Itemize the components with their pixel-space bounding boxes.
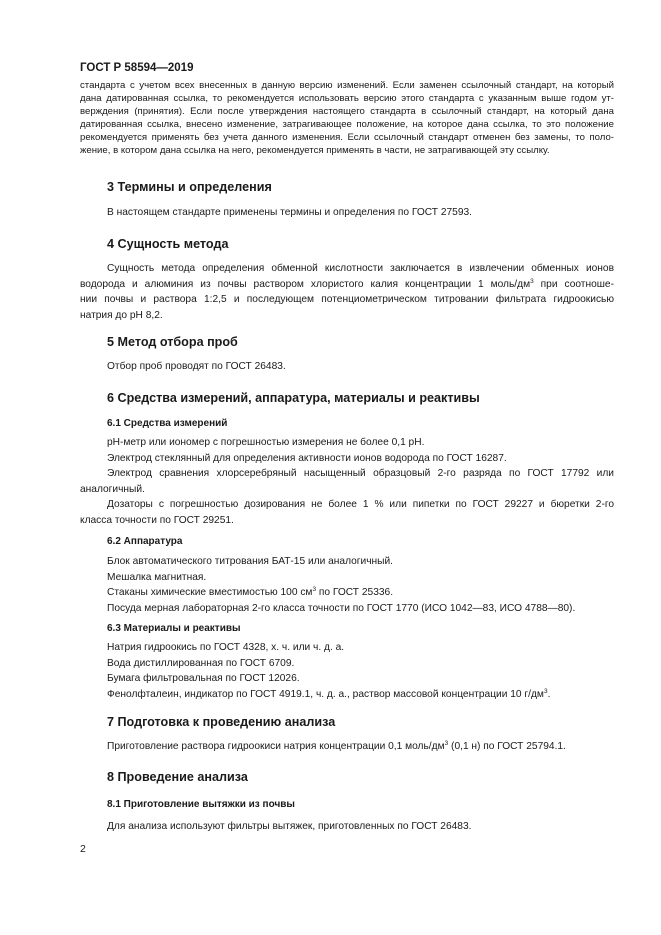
list-item: Электрод стеклянный для определения активности ионов водорода по ГОСТ 16287. <box>107 452 507 464</box>
intro-line: дана датированная ссылка, то рекомендуется использовать версию этого стандарта с указанным выше годом ут- <box>80 92 614 104</box>
subsection-6-1-list <box>80 435 614 529</box>
intro-paragraph <box>80 80 614 157</box>
section-5-text: Отбор проб проводят по ГОСТ 26483. <box>107 361 286 372</box>
section-4-heading: 4 Сущность метода <box>107 237 229 251</box>
subsection-6-3-list <box>80 640 614 702</box>
section-4-line: нии почвы и раствора 1:2,5 и последующем потенциометрическом титровании фильтрата гидроокисью <box>80 294 614 306</box>
subsection-8-1-heading: 8.1 Приготовление вытяжки из почвы <box>107 799 295 810</box>
list-item: Блок автоматического титрования БАТ-15 или аналогичный. <box>107 556 393 567</box>
intro-line: датированная ссылка, внесено изменение, затрагивающее положение, на которое дана ссылка, то это положение <box>80 118 614 130</box>
document-header: ГОСТ Р 58594—2019 <box>80 62 194 74</box>
list-item: Электрод сравнения хлорсеребряный насыщенный образцовый 2-го разряда по ГОСТ 17792 или <box>107 468 614 480</box>
section-3-text: В настоящем стандарте применены термины и определения по ГОСТ 27593. <box>107 207 472 218</box>
list-item-continuation: аналогичный. <box>80 483 145 495</box>
intro-line: стандарта с учетом всех внесенных в данную версию изменений. Если заменен ссылочный стандарт, на который <box>80 80 614 91</box>
section-7-heading: 7 Подготовка к проведению анализа <box>107 715 336 729</box>
section-7-text: Приготовление раствора гидроокиси натрия концентрации 0,1 моль/$дм^3$ (0,1 н) по ГОСТ 25794.1. <box>107 740 566 752</box>
list-item: Мешалка магнитная. <box>107 571 207 583</box>
list-item: Бумага фильтровальная по ГОСТ 12026. <box>107 673 300 685</box>
subsection-6-2-list <box>80 554 614 616</box>
list-item-continuation: класса точности по ГОСТ 29251. <box>80 514 234 526</box>
intro-line: жение, в котором дана ссылка на него, рекомендуется применять в части, не затрагивающей эту ссылку. <box>80 144 550 156</box>
list-item: pH-метр или иономер с погрешностью измерения не более 0,1 pH. <box>107 437 425 448</box>
section-8-heading: 8 Проведение анализа <box>107 770 248 784</box>
section-4-line: натрия до pH 8,2. <box>80 309 163 321</box>
subsection-6-2-heading: 6.2 Аппаратура <box>107 536 183 547</box>
section-6-heading: 6 Средства измерений, аппаратура, материалы и реактивы <box>107 391 480 405</box>
list-item: Посуда мерная лабораторная 2-го класса точности по ГОСТ 1770 (ИСО 1042—83, ИСО 4788—80). <box>107 602 576 614</box>
section-4-line: Сущность метода определения обменной кислотности заключается в извлечении обменных ионов <box>107 263 614 274</box>
list-item: Фенолфталеин, индикатор по ГОСТ 4919.1, ч. д. а., раствор массовой концентрации 10 $г/дм^3$. <box>107 687 551 700</box>
subsection-6-3-heading: 6.3 Материалы и реактивы <box>107 623 241 634</box>
section-3-heading: 3 Термины и определения <box>107 180 272 194</box>
intro-line: верждения (принятия). Если после утверждения настоящего стандарта в ссылочный стандарт, на который дана <box>80 105 614 117</box>
list-item: Дозаторы с погрешностью дозирования не более 1 % или пипетки по ГОСТ 29227 и бюретки 2-го <box>107 499 614 511</box>
list-item: Натрия гидроокись по ГОСТ 4328, х. ч. или ч. д. а. <box>107 642 345 653</box>
list-item: Вода дистиллированная по ГОСТ 6709. <box>107 657 295 669</box>
intro-line: рекомендуется применять без учета данного изменения. Если ссылочный стандарт отменен без замены, то поло- <box>80 131 614 143</box>
section-4-line: водорода и алюминия из почвы раствором хлористого калия концентрации 1 моль/$дм^3$ при соотноше- <box>80 277 614 290</box>
section-4-paragraph <box>80 261 614 323</box>
section-5-heading: 5 Метод отбора проб <box>107 335 238 349</box>
list-item: Стаканы химические вместимостью 100 $см^3$ по ГОСТ 25336. <box>107 586 394 599</box>
subsection-6-1-heading: 6.1 Средства измерений <box>107 418 228 429</box>
subsection-8-1-text: Для анализа используют фильтры вытяжек, приготовленных по ГОСТ 26483. <box>107 821 472 832</box>
page-number: 2 <box>80 843 86 855</box>
